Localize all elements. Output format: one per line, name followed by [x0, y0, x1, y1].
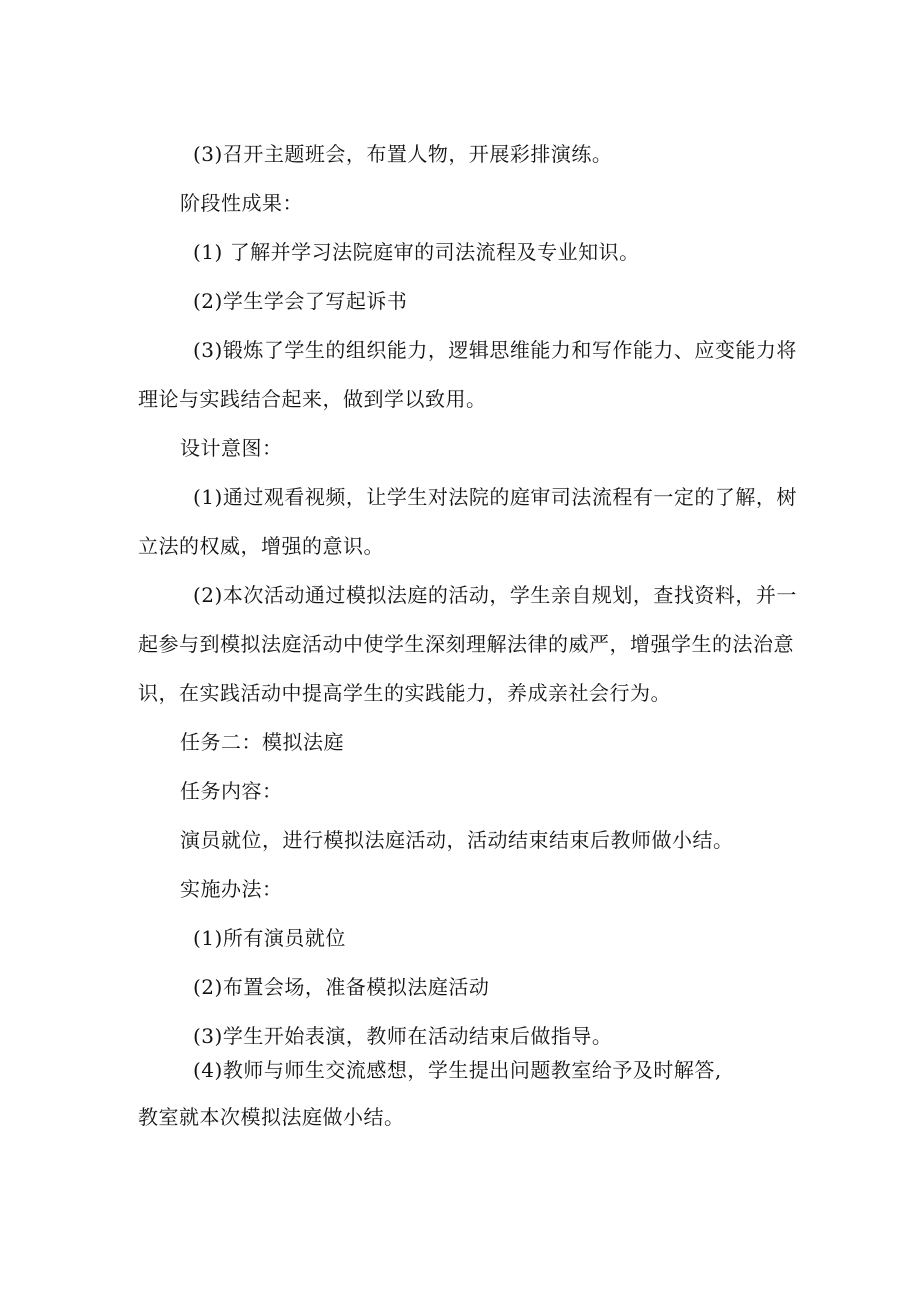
section-heading: 任务二：模拟法庭 [180, 730, 344, 754]
section-heading: 实施办法： [180, 877, 283, 901]
text-line: (4)教师与师生交流感想，学生提出问题教室给予及时解答, [193, 1058, 722, 1082]
text-line: 识，在实践活动中提高学生的实践能力，养成亲社会行为。 [138, 681, 671, 705]
text-line: 立法的权威，增强的意识。 [138, 534, 384, 558]
text-line: (2)学生学会了写起诉书 [193, 289, 408, 313]
section-heading: 设计意图： [180, 436, 283, 460]
text-line: 演员就位，进行模拟法庭活动，活动结束结束后教师做小结。 [180, 828, 734, 852]
text-line: (3)召开主题班会，布置人物，开展彩排演练。 [193, 142, 613, 166]
text-line: (1)所有演员就位 [193, 926, 346, 950]
text-line: (2)本次活动通过模拟法庭的活动，学生亲自规划，查找资料，并一 [193, 583, 797, 607]
section-heading: 任务内容： [180, 779, 283, 803]
text-line: (1) 了解并学习法院庭审的司法流程及专业知识。 [193, 240, 640, 264]
text-line: 理论与实践结合起来，做到学以致用。 [138, 387, 487, 411]
text-line: (3)锻炼了学生的组织能力，逻辑思维能力和写作能力、应变能力将 [193, 338, 797, 362]
text-line: 教室就本次模拟法庭做小结。 [138, 1105, 405, 1129]
text-line: (3)学生开始表演，教师在活动结束后做指导。 [193, 1024, 613, 1048]
section-heading: 阶段性成果： [180, 191, 303, 215]
text-line: (2)布置会场，准备模拟法庭活动 [193, 975, 490, 999]
text-line: 起参与到模拟法庭活动中使学生深刻理解法律的威严，增强学生的法治意 [138, 632, 794, 656]
text-line: (1)通过观看视频，让学生对法院的庭审司法流程有一定的了解，树 [193, 485, 797, 509]
